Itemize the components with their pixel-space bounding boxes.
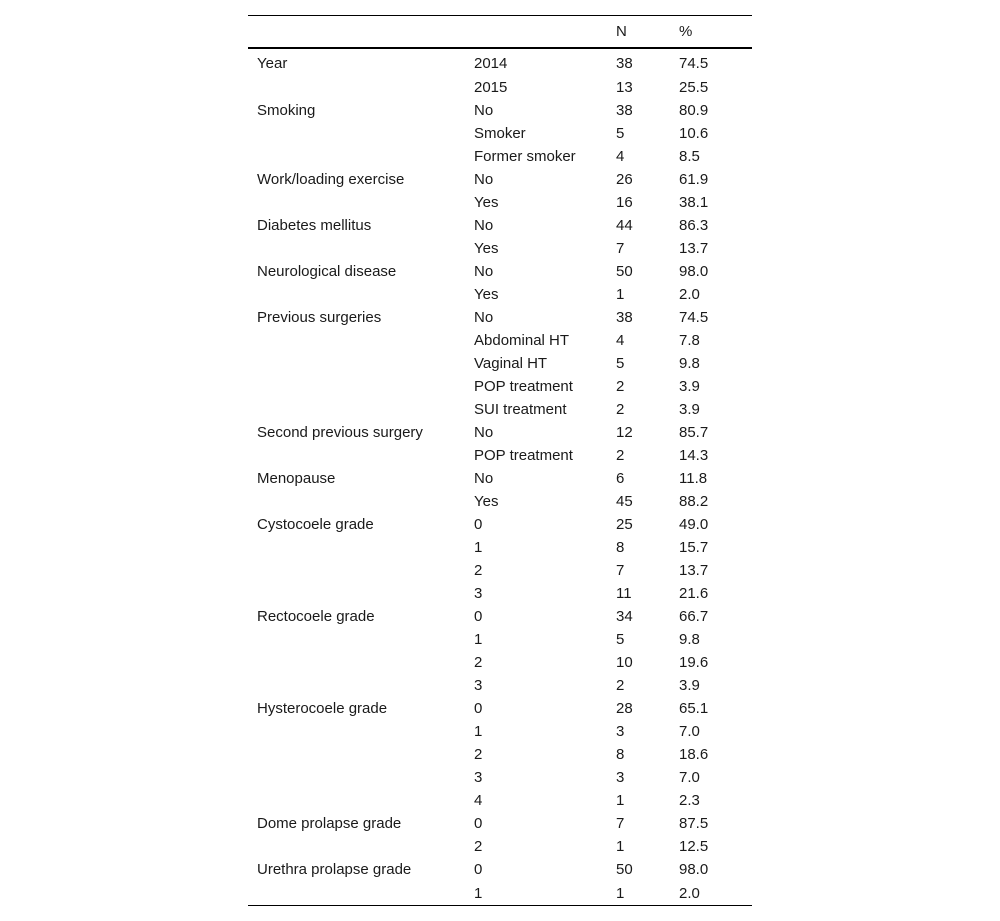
cell-variable: Neurological disease bbox=[257, 263, 397, 280]
cell-n: 7 bbox=[616, 240, 625, 257]
cell-category: No bbox=[474, 171, 494, 188]
cell-percent: 88.2 bbox=[679, 493, 709, 510]
cell-category: Yes bbox=[474, 240, 499, 257]
table-row bbox=[248, 674, 752, 697]
cell-variable bbox=[248, 283, 465, 306]
cell-variable: Work/loading exercise bbox=[257, 171, 405, 188]
cell-variable: Year bbox=[257, 55, 288, 72]
cell-variable: Hysterocoele grade bbox=[257, 700, 388, 717]
cell-percent: 3.9 bbox=[679, 401, 700, 418]
cell-variable bbox=[248, 444, 465, 467]
cell-category: 3 bbox=[474, 769, 483, 786]
cell-category: 0 bbox=[474, 815, 483, 832]
table-row bbox=[248, 858, 752, 881]
cell-category: Abdominal HT bbox=[474, 332, 570, 349]
cell-n: 50 bbox=[616, 263, 633, 280]
cell-variable: Rectocoele grade bbox=[257, 608, 375, 625]
cell-variable: Cystocoele grade bbox=[257, 516, 374, 533]
cell-percent: 3.9 bbox=[679, 378, 700, 395]
cell-percent: 86.3 bbox=[679, 217, 709, 234]
cell-n: 1 bbox=[616, 286, 625, 303]
cell-variable bbox=[248, 490, 465, 513]
cell-category: No bbox=[474, 263, 494, 280]
data-table-container bbox=[248, 15, 752, 906]
header-cell-n: N bbox=[616, 23, 627, 40]
cell-variable bbox=[248, 628, 465, 651]
table-row bbox=[248, 260, 752, 283]
table-row bbox=[248, 76, 752, 99]
cell-n: 1 bbox=[616, 884, 625, 902]
table-row bbox=[248, 559, 752, 582]
cell-category: Yes bbox=[474, 493, 499, 510]
cell-variable: Urethra prolapse grade bbox=[257, 861, 412, 878]
table-row bbox=[248, 812, 752, 835]
cell-n: 5 bbox=[616, 631, 625, 648]
cell-category: 1 bbox=[474, 884, 483, 902]
cell-n: 12 bbox=[616, 424, 633, 441]
table-row bbox=[248, 743, 752, 766]
cell-variable bbox=[248, 835, 465, 858]
cell-n: 2 bbox=[616, 378, 625, 395]
cell-category: 3 bbox=[474, 677, 483, 694]
cell-category: No bbox=[474, 424, 494, 441]
cell-category: POP treatment bbox=[474, 447, 573, 464]
cell-variable bbox=[248, 674, 465, 697]
table-row bbox=[248, 467, 752, 490]
table-row bbox=[248, 766, 752, 789]
cell-n: 44 bbox=[616, 217, 633, 234]
table-row bbox=[248, 605, 752, 628]
table-row bbox=[248, 329, 752, 352]
cell-n: 13 bbox=[616, 79, 633, 96]
cell-percent: 98.0 bbox=[679, 263, 709, 280]
cell-percent: 61.9 bbox=[679, 171, 709, 188]
cell-n: 5 bbox=[616, 355, 625, 372]
cell-variable bbox=[248, 789, 465, 812]
table-row bbox=[248, 513, 752, 536]
table-row bbox=[248, 536, 752, 559]
table-row bbox=[248, 214, 752, 237]
cell-percent: 12.5 bbox=[679, 838, 709, 855]
table-row bbox=[248, 789, 752, 812]
cell-percent: 21.6 bbox=[679, 585, 709, 602]
cell-n: 2 bbox=[616, 447, 625, 464]
cell-n: 45 bbox=[616, 493, 633, 510]
table-row bbox=[248, 168, 752, 191]
header-cell-percent: % bbox=[679, 23, 693, 40]
cell-category: 2 bbox=[474, 562, 483, 579]
table-row bbox=[248, 398, 752, 421]
cell-variable bbox=[248, 191, 465, 214]
cell-variable bbox=[248, 766, 465, 789]
table-row bbox=[248, 444, 752, 467]
cell-variable bbox=[248, 743, 465, 766]
cell-category: Vaginal HT bbox=[474, 355, 548, 372]
cell-percent: 25.5 bbox=[679, 79, 709, 96]
cell-n: 6 bbox=[616, 470, 625, 487]
header-cell-category bbox=[465, 16, 615, 49]
cell-variable: Diabetes mellitus bbox=[257, 217, 372, 234]
cell-percent: 66.7 bbox=[679, 608, 709, 625]
table-row bbox=[248, 582, 752, 605]
cell-category: 1 bbox=[474, 631, 483, 648]
cell-variable: Menopause bbox=[257, 470, 336, 487]
cell-category: No bbox=[474, 217, 494, 234]
cell-n: 38 bbox=[616, 309, 633, 326]
cell-variable bbox=[248, 122, 465, 145]
table-row bbox=[248, 881, 752, 906]
table-row bbox=[248, 352, 752, 375]
cell-n: 38 bbox=[616, 102, 633, 119]
cell-percent: 13.7 bbox=[679, 562, 709, 579]
cell-percent: 14.3 bbox=[679, 447, 709, 464]
table-row bbox=[248, 720, 752, 743]
cell-n: 3 bbox=[616, 723, 625, 740]
cell-variable bbox=[248, 582, 465, 605]
cell-variable bbox=[248, 76, 465, 99]
cell-variable bbox=[248, 375, 465, 398]
cell-category: 2 bbox=[474, 654, 483, 671]
cell-percent: 38.1 bbox=[679, 194, 709, 211]
cell-variable bbox=[248, 720, 465, 743]
table-row bbox=[248, 697, 752, 720]
cell-category: 1 bbox=[474, 539, 483, 556]
cell-percent: 7.0 bbox=[679, 769, 700, 786]
cell-category: 0 bbox=[474, 861, 483, 878]
cell-percent: 2.0 bbox=[679, 286, 700, 303]
cell-variable bbox=[248, 237, 465, 260]
cell-variable bbox=[248, 398, 465, 421]
table-header bbox=[248, 16, 752, 49]
cell-percent: 7.0 bbox=[679, 723, 700, 740]
cell-percent: 7.8 bbox=[679, 332, 700, 349]
cell-percent: 3.9 bbox=[679, 677, 700, 694]
cell-percent: 2.3 bbox=[679, 792, 700, 809]
cell-percent: 10.6 bbox=[679, 125, 709, 142]
cell-n: 8 bbox=[616, 746, 625, 763]
table-row bbox=[248, 237, 752, 260]
cell-percent: 13.7 bbox=[679, 240, 709, 257]
cell-percent: 80.9 bbox=[679, 102, 709, 119]
cell-category: 4 bbox=[474, 792, 483, 809]
cell-category: 0 bbox=[474, 516, 483, 533]
table-row bbox=[248, 283, 752, 306]
cell-percent: 87.5 bbox=[679, 815, 709, 832]
cell-percent: 9.8 bbox=[679, 631, 700, 648]
cell-category: 3 bbox=[474, 585, 483, 602]
cell-variable: Previous surgeries bbox=[257, 309, 382, 326]
cell-n: 10 bbox=[616, 654, 633, 671]
cell-category: Former smoker bbox=[474, 148, 576, 165]
cell-percent: 11.8 bbox=[679, 470, 708, 487]
cell-category: No bbox=[474, 470, 494, 487]
cell-category: POP treatment bbox=[474, 378, 573, 395]
cell-category: SUI treatment bbox=[474, 401, 567, 418]
cell-category: Smoker bbox=[474, 125, 526, 142]
cell-variable bbox=[248, 145, 465, 168]
cell-category: No bbox=[474, 102, 494, 119]
cell-percent: 74.5 bbox=[679, 55, 709, 72]
cell-n: 16 bbox=[616, 194, 633, 211]
cell-percent: 9.8 bbox=[679, 355, 700, 372]
cell-n: 26 bbox=[616, 171, 633, 188]
table-body bbox=[248, 48, 752, 906]
cell-percent: 2.0 bbox=[679, 884, 700, 902]
cell-n: 2 bbox=[616, 677, 625, 694]
cell-n: 5 bbox=[616, 125, 625, 142]
cell-category: 0 bbox=[474, 608, 483, 625]
cell-percent: 49.0 bbox=[679, 516, 709, 533]
cell-percent: 8.5 bbox=[679, 148, 700, 165]
cell-percent: 19.6 bbox=[679, 654, 709, 671]
cell-percent: 18.6 bbox=[679, 746, 709, 763]
cell-n: 7 bbox=[616, 815, 625, 832]
cell-n: 28 bbox=[616, 700, 633, 717]
cell-category: 2 bbox=[474, 746, 483, 763]
cell-n: 1 bbox=[616, 792, 625, 809]
table-row bbox=[248, 99, 752, 122]
table-row bbox=[248, 835, 752, 858]
cell-n: 4 bbox=[616, 148, 625, 165]
cell-variable: Smoking bbox=[257, 102, 316, 119]
cell-variable: Dome prolapse grade bbox=[257, 815, 402, 832]
cell-n: 50 bbox=[616, 861, 633, 878]
cell-variable bbox=[248, 651, 465, 674]
table-row bbox=[248, 191, 752, 214]
table-row bbox=[248, 490, 752, 513]
table-row bbox=[248, 421, 752, 444]
cell-n: 2 bbox=[616, 401, 625, 418]
cell-variable bbox=[248, 329, 465, 352]
cell-n: 3 bbox=[616, 769, 625, 786]
cell-variable: Second previous surgery bbox=[257, 424, 423, 441]
cell-n: 38 bbox=[616, 55, 633, 72]
table-row bbox=[248, 628, 752, 651]
table-row bbox=[248, 122, 752, 145]
table-row bbox=[248, 48, 752, 76]
header-cell-variable bbox=[248, 16, 465, 49]
cell-variable bbox=[248, 352, 465, 375]
cell-category: 1 bbox=[474, 723, 483, 740]
table-row bbox=[248, 651, 752, 674]
cell-category: Yes bbox=[474, 286, 499, 303]
cell-category: 2 bbox=[474, 838, 483, 855]
cell-percent: 15.7 bbox=[679, 539, 709, 556]
cell-percent: 98.0 bbox=[679, 861, 709, 878]
cell-n: 8 bbox=[616, 539, 625, 556]
cell-percent: 74.5 bbox=[679, 309, 709, 326]
cell-variable bbox=[248, 881, 465, 906]
cell-variable bbox=[248, 536, 465, 559]
cell-percent: 85.7 bbox=[679, 424, 709, 441]
cell-variable bbox=[248, 559, 465, 582]
header-row bbox=[248, 16, 752, 49]
cell-n: 7 bbox=[616, 562, 625, 579]
cell-category: No bbox=[474, 309, 494, 326]
table-row bbox=[248, 145, 752, 168]
cell-percent: 65.1 bbox=[679, 700, 709, 717]
cell-n: 1 bbox=[616, 838, 625, 855]
cell-category: 2015 bbox=[474, 79, 508, 96]
cell-category: 2014 bbox=[474, 55, 508, 72]
cell-n: 4 bbox=[616, 332, 625, 349]
cell-n: 34 bbox=[616, 608, 633, 625]
cell-category: Yes bbox=[474, 194, 499, 211]
cell-category: 0 bbox=[474, 700, 483, 717]
table-row bbox=[248, 375, 752, 398]
cell-n: 25 bbox=[616, 516, 633, 533]
cell-n: 11 bbox=[616, 585, 632, 602]
data-table bbox=[248, 15, 752, 906]
table-row bbox=[248, 306, 752, 329]
